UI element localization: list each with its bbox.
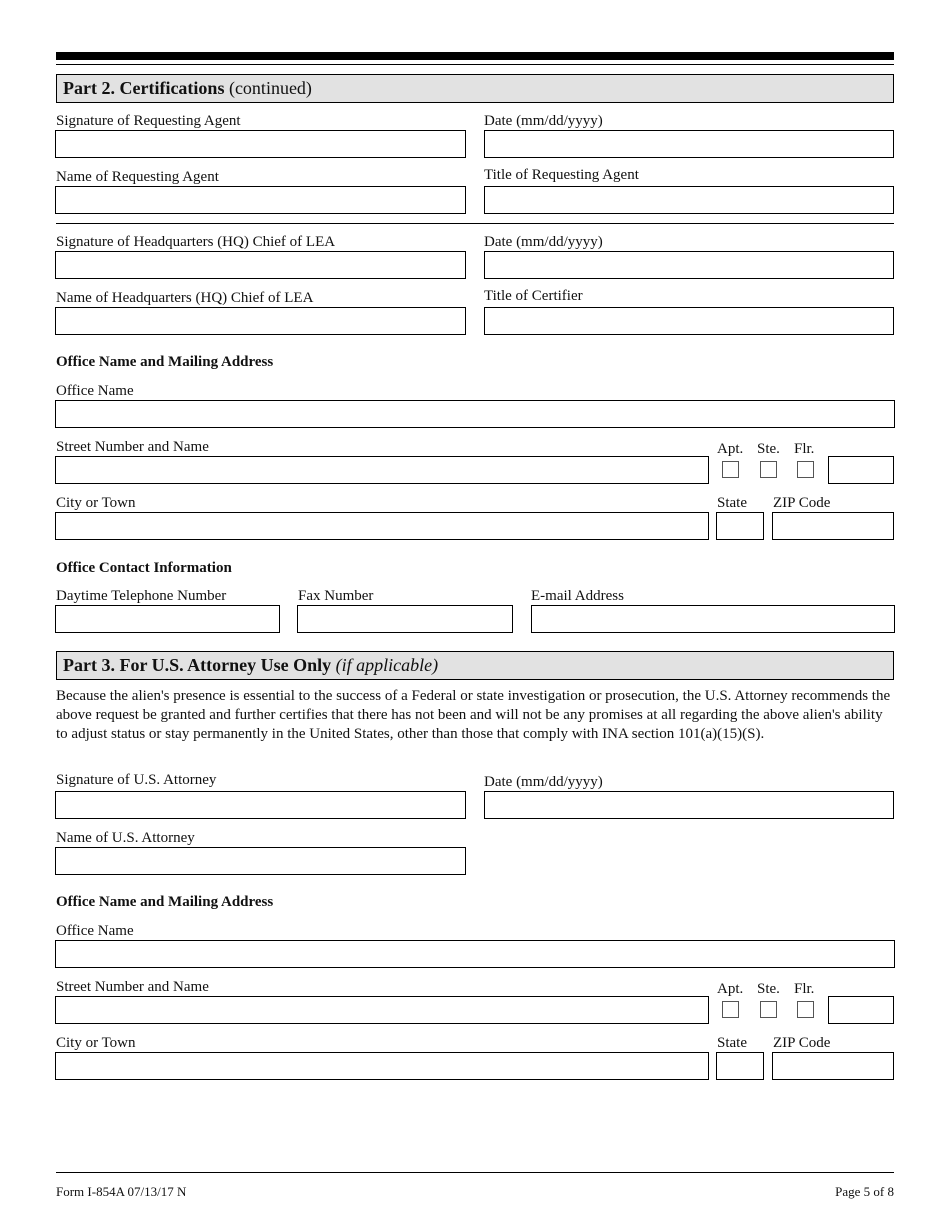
p2-state-field[interactable] <box>716 512 764 540</box>
p2-apt-label: Apt. <box>717 441 744 457</box>
p2-ste-label: Ste. <box>757 441 780 457</box>
form-identifier: Form I-854A 07/13/17 N <box>56 1184 187 1199</box>
p2-zip-field[interactable] <box>772 512 894 540</box>
p2-city-label: City or Town <box>56 495 136 511</box>
p3-street-label: Street Number and Name <box>56 979 209 995</box>
sig-attorney-field[interactable] <box>55 791 466 819</box>
p2-street-field[interactable] <box>55 456 709 484</box>
p2-flr-label: Flr. <box>794 441 815 457</box>
part2-title-suffix: (continued) <box>224 78 312 98</box>
p3-street-field[interactable] <box>55 996 709 1024</box>
attorney-certification-text: Because the alien's presence is essential to the success of a Federal or state investigation or prosecution, the U.S. Attorney recommends the above request be granted and further certifies that there has not been and will not be any promises at all regarding the above alien's ability to adjust status or stay permanently in the United States, other than those that comply with INA section 101(a)(15)(S). <box>56 688 891 742</box>
sig-attorney-label: Signature of U.S. Attorney <box>56 772 217 788</box>
p2-office-name-label: Office Name <box>56 383 134 399</box>
name-requesting-agent-field[interactable] <box>55 186 466 214</box>
p2-zip-label: ZIP Code <box>773 495 831 511</box>
section-divider <box>56 223 894 224</box>
sig-hq-chief-field[interactable] <box>55 251 466 279</box>
name-hq-chief-label: Name of Headquarters (HQ) Chief of LEA <box>56 290 314 306</box>
p3-office-address-heading: Office Name and Mailing Address <box>56 894 274 910</box>
name-hq-chief-field[interactable] <box>55 307 466 335</box>
title-certifier-field[interactable] <box>484 307 894 335</box>
p3-zip-label: ZIP Code <box>773 1035 831 1051</box>
p3-city-field[interactable] <box>55 1052 709 1080</box>
p2-street-label: Street Number and Name <box>56 439 209 455</box>
p2-flr-checkbox[interactable] <box>797 461 814 478</box>
p2-office-address-heading: Office Name and Mailing Address <box>56 354 274 370</box>
date2-label: Date (mm/dd/yyyy) <box>484 234 603 250</box>
p3-office-name-label: Office Name <box>56 923 134 939</box>
name-requesting-agent-label: Name of Requesting Agent <box>56 169 219 185</box>
p3-apt-label: Apt. <box>717 981 744 997</box>
part2-header <box>56 74 894 103</box>
sig-requesting-agent-field[interactable] <box>55 130 466 158</box>
p2-unit-number-field[interactable] <box>828 456 894 484</box>
top-thin-rule <box>56 64 894 65</box>
part3-title-suffix: (if applicable) <box>331 655 439 675</box>
p3-ste-checkbox[interactable] <box>760 1001 777 1018</box>
p3-ste-label: Ste. <box>757 981 780 997</box>
phone-label: Daytime Telephone Number <box>56 588 227 604</box>
date1-field[interactable] <box>484 130 894 158</box>
part3-header <box>56 651 894 680</box>
p3-state-label: State <box>717 1035 747 1051</box>
email-label: E-mail Address <box>531 588 624 604</box>
title-requesting-agent-label: Title of Requesting Agent <box>484 167 639 183</box>
p2-office-name-field[interactable] <box>55 400 895 428</box>
p3-flr-checkbox[interactable] <box>797 1001 814 1018</box>
p3-zip-field[interactable] <box>772 1052 894 1080</box>
date2-field[interactable] <box>484 251 894 279</box>
email-field[interactable] <box>531 605 895 633</box>
contact-heading: Office Contact Information <box>56 560 232 576</box>
fax-label: Fax Number <box>298 588 374 604</box>
p2-city-field[interactable] <box>55 512 709 540</box>
page-number: Page 5 of 8 <box>835 1184 894 1199</box>
p3-apt-checkbox[interactable] <box>722 1001 739 1018</box>
title-certifier-label: Title of Certifier <box>484 288 583 304</box>
p2-state-label: State <box>717 495 747 511</box>
name-attorney-label: Name of U.S. Attorney <box>56 830 195 846</box>
p3-office-name-field[interactable] <box>55 940 895 968</box>
sig-requesting-agent-label: Signature of Requesting Agent <box>56 113 241 129</box>
p2-apt-checkbox[interactable] <box>722 461 739 478</box>
p2-ste-checkbox[interactable] <box>760 461 777 478</box>
phone-field[interactable] <box>55 605 280 633</box>
name-attorney-field[interactable] <box>55 847 466 875</box>
part2-title: Part 2. Certifications <box>63 78 225 98</box>
fax-field[interactable] <box>297 605 513 633</box>
footer-rule <box>56 1172 894 1173</box>
p3-city-label: City or Town <box>56 1035 136 1051</box>
p3-flr-label: Flr. <box>794 981 815 997</box>
sig-hq-chief-label: Signature of Headquarters (HQ) Chief of LEA <box>56 234 336 250</box>
part3-title: Part 3. For U.S. Attorney Use Only <box>63 655 332 675</box>
attorney-date-label: Date (mm/dd/yyyy) <box>484 774 603 790</box>
p3-unit-number-field[interactable] <box>828 996 894 1024</box>
title-requesting-agent-field[interactable] <box>484 186 894 214</box>
date1-label: Date (mm/dd/yyyy) <box>484 113 603 129</box>
top-thick-rule <box>56 52 894 60</box>
p3-state-field[interactable] <box>716 1052 764 1080</box>
attorney-date-field[interactable] <box>484 791 894 819</box>
